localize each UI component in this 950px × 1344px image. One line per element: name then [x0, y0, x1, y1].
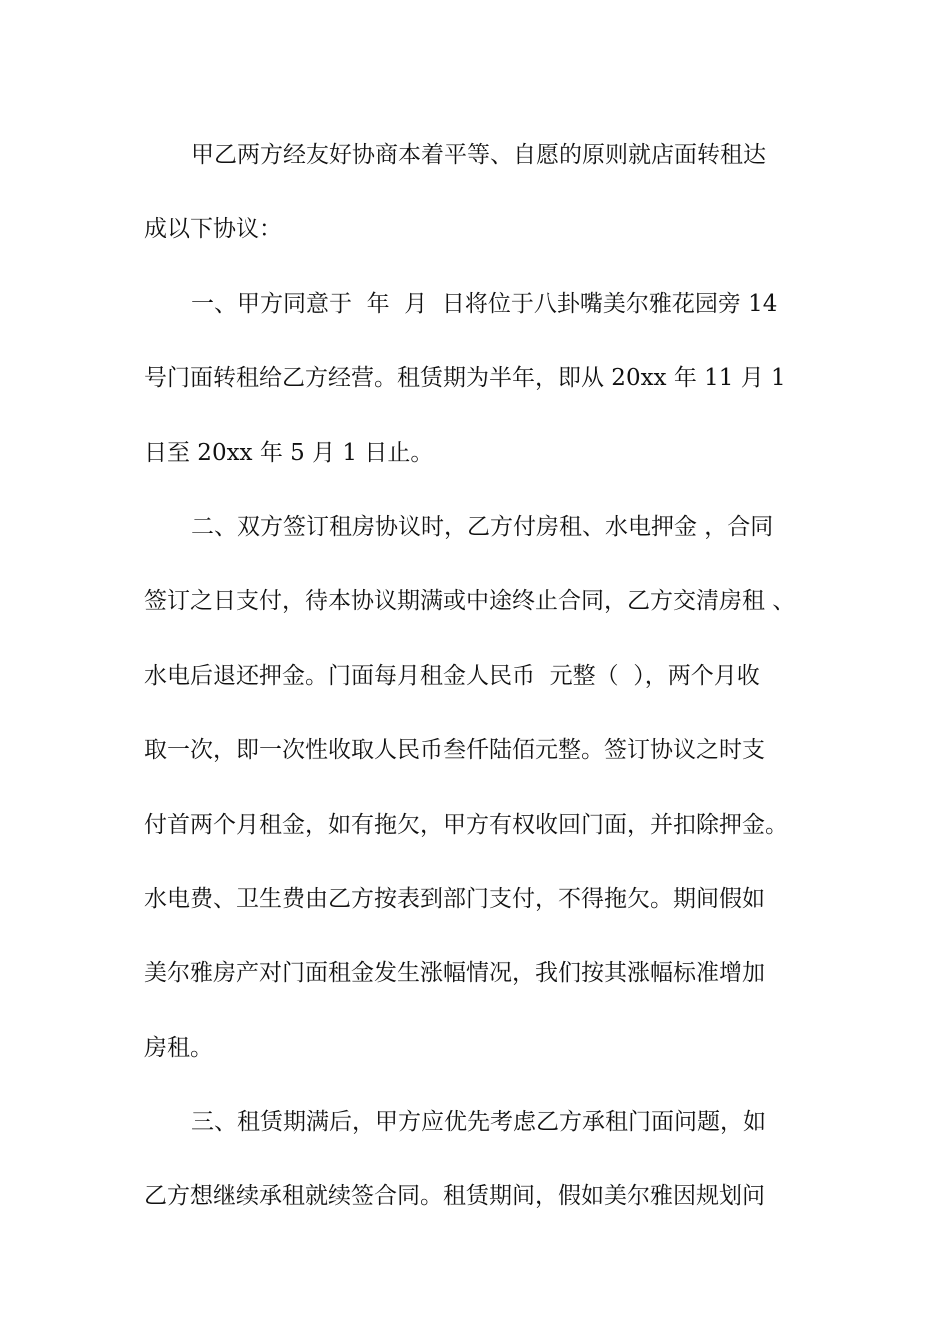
paragraph-line: 号门面转租给乙方经营。租赁期为半年，即从 20xx 年 11 月 1: [144, 365, 786, 392]
paragraph-line: 一、甲方同意于 年 月 日将位于八卦嘴美尔雅花园旁 14: [191, 290, 778, 317]
paragraph-line: 甲乙两方经友好协商本着平等、自愿的原则就店面转租达: [191, 142, 766, 168]
paragraph-line: 日至 20xx 年 5 月 1 日止。: [144, 439, 434, 466]
paragraph-clause-2: [144, 490, 824, 1085]
paragraph-clause-3: [144, 1085, 824, 1234]
paragraph-clause-1: [144, 267, 824, 490]
paragraph-line: 美尔雅房产对门面租金发生涨幅情况，我们按其涨幅标准增加: [144, 960, 765, 987]
paragraph-line: 成以下协议：: [144, 216, 282, 243]
paragraph-line: 取一次，即一次性收取人民币叁仟陆佰元整。签订协议之时支: [144, 737, 765, 764]
paragraph-line: 二、双方签订租房协议时，乙方付房租、水电押金 ，合同: [191, 513, 774, 540]
paragraph-line: 签订之日支付，待本协议期满或中途终止合同，乙方交清房租 、: [144, 588, 796, 615]
document-body: [144, 118, 824, 1234]
paragraph-line: 乙方想继续承租就续签合同。租赁期间，假如美尔雅因规划问: [144, 1183, 765, 1210]
paragraph-line: 房租。: [144, 1034, 213, 1061]
paragraph-line: 付首两个月租金，如有拖欠，甲方有权收回门面，并扣除押金。: [144, 811, 788, 838]
paragraph-line: 三、租赁期满后，甲方应优先考虑乙方承租门面问题，如: [191, 1109, 766, 1136]
paragraph-line: 水电后退还押金。门面每月租金人民币 元整（ ），两个月收: [144, 662, 760, 689]
paragraph-intro: [144, 118, 824, 267]
paragraph-line: 水电费、卫生费由乙方按表到部门支付，不得拖欠。期间假如: [144, 885, 765, 912]
